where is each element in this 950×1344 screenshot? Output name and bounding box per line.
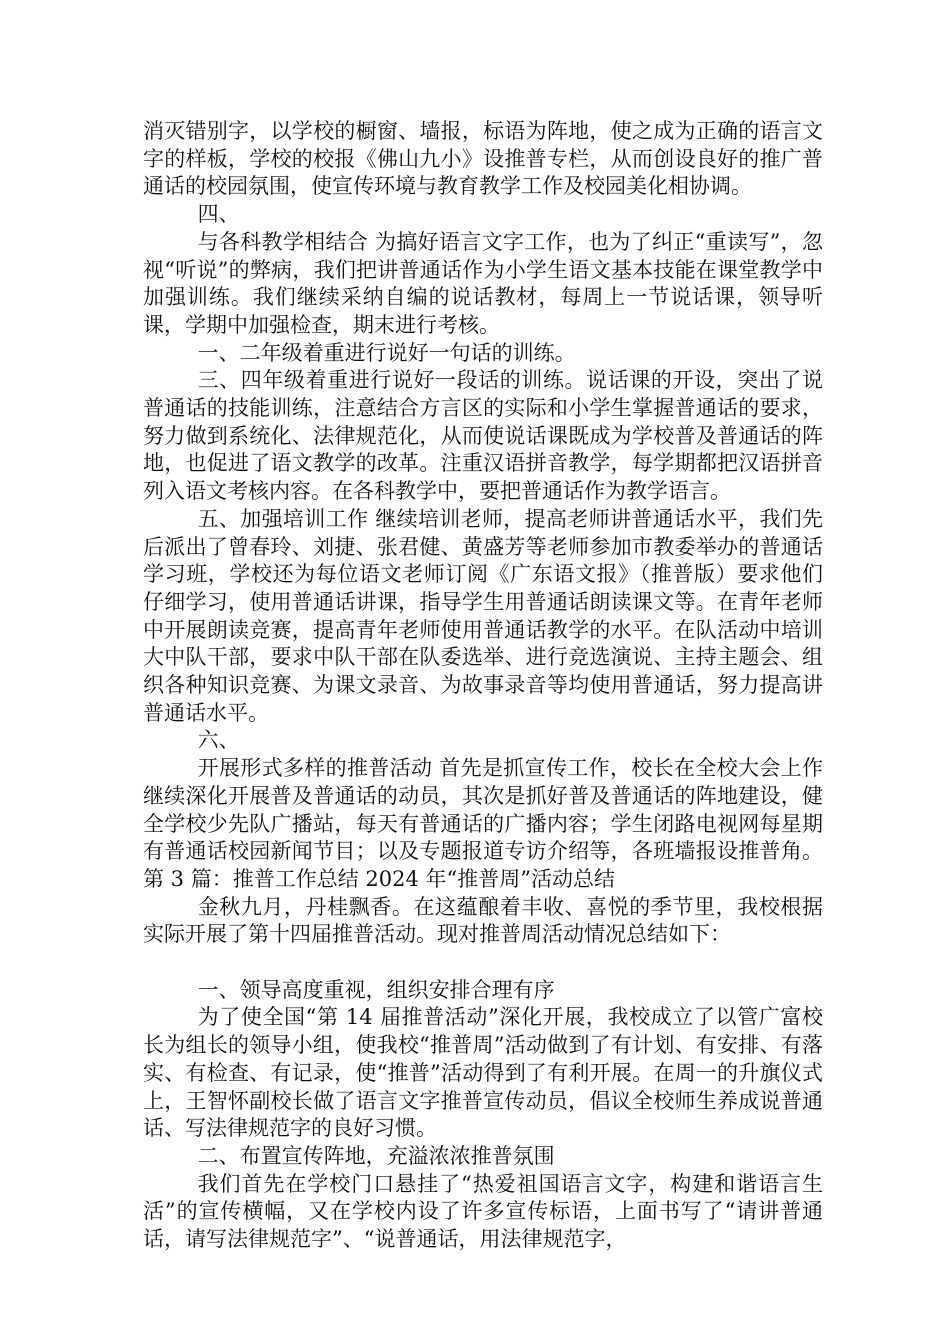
paragraph-spacer — [143, 949, 823, 977]
paragraph-grade-three-four: 三、四年级着重进行说好一段话的训练。说话课的开设，突出了说普通话的技能训练，注意结合方言区的实际和小学生掌握普通话的要求，努力做到系统化、法律规范化，从而使说话课既成为学校普及普通话的阵地，也促进了语文教学的改革。注重汉语拼音教学，每学期都把汉语拼音列入语文考核内容。在各科教学中，要把普通话作为教学语言。 — [143, 368, 823, 504]
paragraph-activities: 开展形式多样的推普活动 首先是抓宣传工作，校长在全校大会上作继续深化开展普及普通话的动员，其次是抓好普及普通话的阵地建设，健全学校少先队广播站，每天有普通话的广播内容；学生闭路电视网每星期有普通话校园新闻节目；以及专题报道专访介绍等，各班墙报设推普角。第 3 篇：推普工作总结 2024 年“推普周”活动总结 — [143, 756, 823, 891]
paragraph-heading-six: 六、 — [197, 728, 240, 753]
paragraph-leadership: 为了使全国“第 14 届推普活动”深化开展，我校成立了以管广富校长为组长的领导小组，使我校“推普周”活动做到了有计划、有安排、有落实、有检查、有记录，使“推普”活动得到了有利开展。在周一的升旗仪式上，王智怀副校长做了语言文字推普宣传动员，倡议全校师生养成说普通话、写法律规范字的良好习惯。 — [143, 1005, 823, 1141]
paragraph-grade-one-two: 一、二年级着重进行说好一句话的训练。 — [197, 340, 576, 365]
document-body — [143, 118, 823, 1254]
section-heading-publicity: 二、布置宣传阵地，充溢浓浓推普氛围 — [197, 1144, 555, 1168]
paragraph-slogan-positions: 消灭错别字，以学校的橱窗、墙报，标语为阵地，使之成为正确的语言文字的样板，学校的校报《佛山九小》设推普专栏，从而创设良好的推广普通话的校园氛围，使宣传环境与教育教学工作及校园美化相协调。 — [143, 119, 823, 199]
paragraph-heading-four: 四、 — [197, 202, 240, 227]
section-heading-leadership: 一、领导高度重视，组织安排合理有序 — [197, 977, 555, 1002]
paragraph-autumn-intro: 金秋九月，丹桂飘香。在这蕴酿着丰收、喜悦的季节里，我校根据实际开展了第十四届推普活动。现对推普周活动情况总结如下： — [143, 894, 823, 947]
paragraph-publicity: 我们首先在学校门口悬挂了“热爱祖国语言文字，构建和谐语言生活”的宣传横幅，又在学校内设了许多宣传标语，上面书写了“请讲普通话，请写法律规范字”、“说普通话，用法律规范字， — [143, 1171, 823, 1252]
paragraph-teacher-training: 五、加强培训工作 继续培训老师，提高老师讲普通话水平，我们先后派出了曾春玲、刘捷、张君健、黄盛芳等老师参加市教委举办的普通话学习班，学校还为每位语文老师订阅《广东语文报》（推普版）要求他们仔细学习，使用普通话讲课，指导学生用普通话朗读课文等。在青年老师中开展朗读竞赛，提高青年老师使用普通话教学的水平。在队活动中培训大中队干部，要求中队干部在队委选举、进行竞选演说、主持主题会、组织各种知识竞赛、为课文录音、为故事录音等均使用普通话，努力提高讲普通话水平。 — [143, 506, 823, 725]
paragraph-subject-teaching: 与各科教学相结合 为搞好语言文字工作，也为了纠正“重读写”，忽视“听说”的弊病，我们把讲普通话作为小学生语文基本技能在课堂教学中加强训练。我们继续采纳自编的说话教材，每周上一节说话课，领导听课，学期中加强检查，期末进行考核。 — [143, 229, 823, 337]
